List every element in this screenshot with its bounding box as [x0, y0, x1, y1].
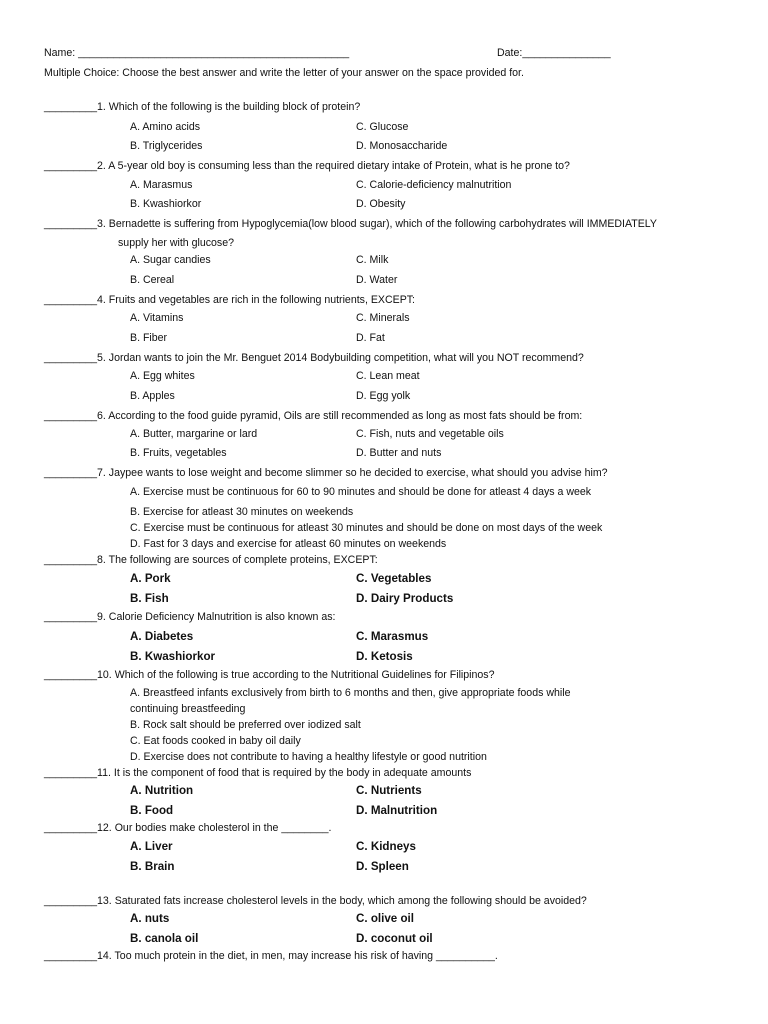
- date-field-label: Date:_______________: [497, 47, 611, 59]
- question-13-choice-c: C. olive oil: [356, 912, 414, 925]
- question-3-choice-b: B. Cereal: [130, 274, 175, 286]
- question-7-option-line: D. Fast for 3 days and exercise for atleast 60 minutes on weekends: [130, 538, 447, 550]
- question-5-choice-d: D. Egg yolk: [356, 390, 411, 402]
- question-5-choice-b: B. Apples: [130, 390, 175, 402]
- question-12-choice-a: A. Liver: [130, 840, 173, 853]
- question-2-choice-c: C. Calorie-deficiency malnutrition: [356, 179, 512, 191]
- question-13-choice-b: B. canola oil: [130, 932, 199, 945]
- question-11-choice-d: D. Malnutrition: [356, 804, 438, 817]
- question-10-option-line: D. Exercise does not contribute to having a healthy lifestyle or good nutrition: [130, 751, 487, 763]
- question-6-choice-c: C. Fish, nuts and vegetable oils: [356, 428, 504, 440]
- question-9-choice-a: A. Diabetes: [130, 630, 194, 643]
- question-6-choice-a: A. Butter, margarine or lard: [130, 428, 258, 440]
- question-8-choice-a: A. Pork: [130, 572, 171, 585]
- question-2-choice-d: D. Obesity: [356, 198, 406, 210]
- instructions: Multiple Choice: Choose the best answer and write the letter of your answer on the space provided for.: [44, 67, 524, 79]
- question-3-stem-continued: supply her with glucose?: [118, 237, 235, 249]
- question-4-choice-b: B. Fiber: [130, 332, 168, 344]
- question-12-choice-c: C. Kidneys: [356, 840, 416, 853]
- question-6-choice-b: B. Fruits, vegetables: [130, 447, 227, 459]
- question-13-choice-d: D. coconut oil: [356, 932, 433, 945]
- question-3-choice-d: D. Water: [356, 274, 398, 286]
- question-11-choice-a: A. Nutrition: [130, 784, 194, 797]
- question-7-option-line: A. Exercise must be continuous for 60 to 90 minutes and should be done for atleast 4 days a week: [130, 486, 592, 498]
- question-7-option-line: C. Exercise must be continuous for atleast 30 minutes and should be done on most days of the week: [130, 522, 603, 534]
- question-8-choice-b: B. Fish: [130, 592, 169, 605]
- question-4-choice-c: C. Minerals: [356, 312, 410, 324]
- question-1-stem: _________1. Which of the following is the building block of protein?: [44, 101, 361, 113]
- question-6-stem: _________6. According to the food guide pyramid, Oils are still recommended as long as most fats should be from:: [44, 410, 583, 422]
- question-1-choice-c: C. Glucose: [356, 121, 409, 133]
- question-13-choice-a: A. nuts: [130, 912, 170, 925]
- question-7-option-line: B. Exercise for atleast 30 minutes on weekends: [130, 506, 354, 518]
- question-6-choice-d: D. Butter and nuts: [356, 447, 442, 459]
- question-11-choice-c: C. Nutrients: [356, 784, 422, 797]
- question-11-stem: _________11. It is the component of food that is required by the body in adequate amounts: [44, 767, 472, 779]
- question-5-stem: _________5. Jordan wants to join the Mr. Benguet 2014 Bodybuilding competition, what will you NOT recommend?: [44, 352, 584, 364]
- question-8-choice-d: D. Dairy Products: [356, 592, 454, 605]
- question-12-stem: _________12. Our bodies make cholesterol in the ________.: [44, 822, 332, 834]
- question-13-stem: _________13. Saturated fats increase cholesterol levels in the body, which among the following should be avoided?: [44, 895, 587, 907]
- question-3-choice-c: C. Milk: [356, 254, 389, 266]
- question-2-choice-a: A. Marasmus: [130, 179, 193, 191]
- question-9-choice-c: C. Marasmus: [356, 630, 429, 643]
- question-9-stem: _________9. Calorie Deficiency Malnutrition is also known as:: [44, 611, 336, 623]
- question-7-stem: _________7. Jaypee wants to lose weight and become slimmer so he decided to exercise, what should you advise him?: [44, 467, 608, 479]
- question-9-choice-d: D. Ketosis: [356, 650, 413, 663]
- question-5-choice-a: A. Egg whites: [130, 370, 195, 382]
- question-1-choice-a: A. Amino acids: [130, 121, 201, 133]
- question-8-stem: _________8. The following are sources of complete proteins, EXCEPT:: [44, 554, 378, 566]
- name-field-label: Name: ______________________________________________: [44, 47, 350, 59]
- question-12-choice-d: D. Spleen: [356, 860, 409, 873]
- question-10-option-line: continuing breastfeeding: [130, 703, 246, 715]
- question-4-choice-a: A. Vitamins: [130, 312, 184, 324]
- question-8-choice-c: C. Vegetables: [356, 572, 432, 585]
- question-9-choice-b: B. Kwashiorkor: [130, 650, 216, 663]
- question-3-choice-a: A. Sugar candies: [130, 254, 211, 266]
- question-5-choice-c: C. Lean meat: [356, 370, 420, 382]
- question-1-choice-b: B. Triglycerides: [130, 140, 203, 152]
- question-2-stem: _________2. A 5-year old boy is consuming less than the required dietary intake of Protein, what is he prone to?: [44, 160, 570, 172]
- question-12-choice-b: B. Brain: [130, 860, 175, 873]
- question-4-stem: _________4. Fruits and vegetables are rich in the following nutrients, EXCEPT:: [44, 294, 415, 306]
- question-14-stem: _________14. Too much protein in the diet, in men, may increase his risk of having __________.: [44, 950, 498, 962]
- question-10-option-line: B. Rock salt should be preferred over iodized salt: [130, 719, 361, 731]
- question-1-choice-d: D. Monosaccharide: [356, 140, 448, 152]
- question-2-choice-b: B. Kwashiorkor: [130, 198, 202, 210]
- question-10-stem: _________10. Which of the following is true according to the Nutritional Guidelines for Filipinos?: [44, 669, 495, 681]
- question-3-stem: _________3. Bernadette is suffering from Hypoglycemia(low blood sugar), which of the following carbohydrates will IMMEDIATELY: [44, 218, 657, 230]
- question-4-choice-d: D. Fat: [356, 332, 385, 344]
- question-10-option-line: A. Breastfeed infants exclusively from birth to 6 months and then, give appropriate foods while: [130, 687, 571, 699]
- question-10-option-line: C. Eat foods cooked in baby oil daily: [130, 735, 301, 747]
- question-11-choice-b: B. Food: [130, 804, 174, 817]
